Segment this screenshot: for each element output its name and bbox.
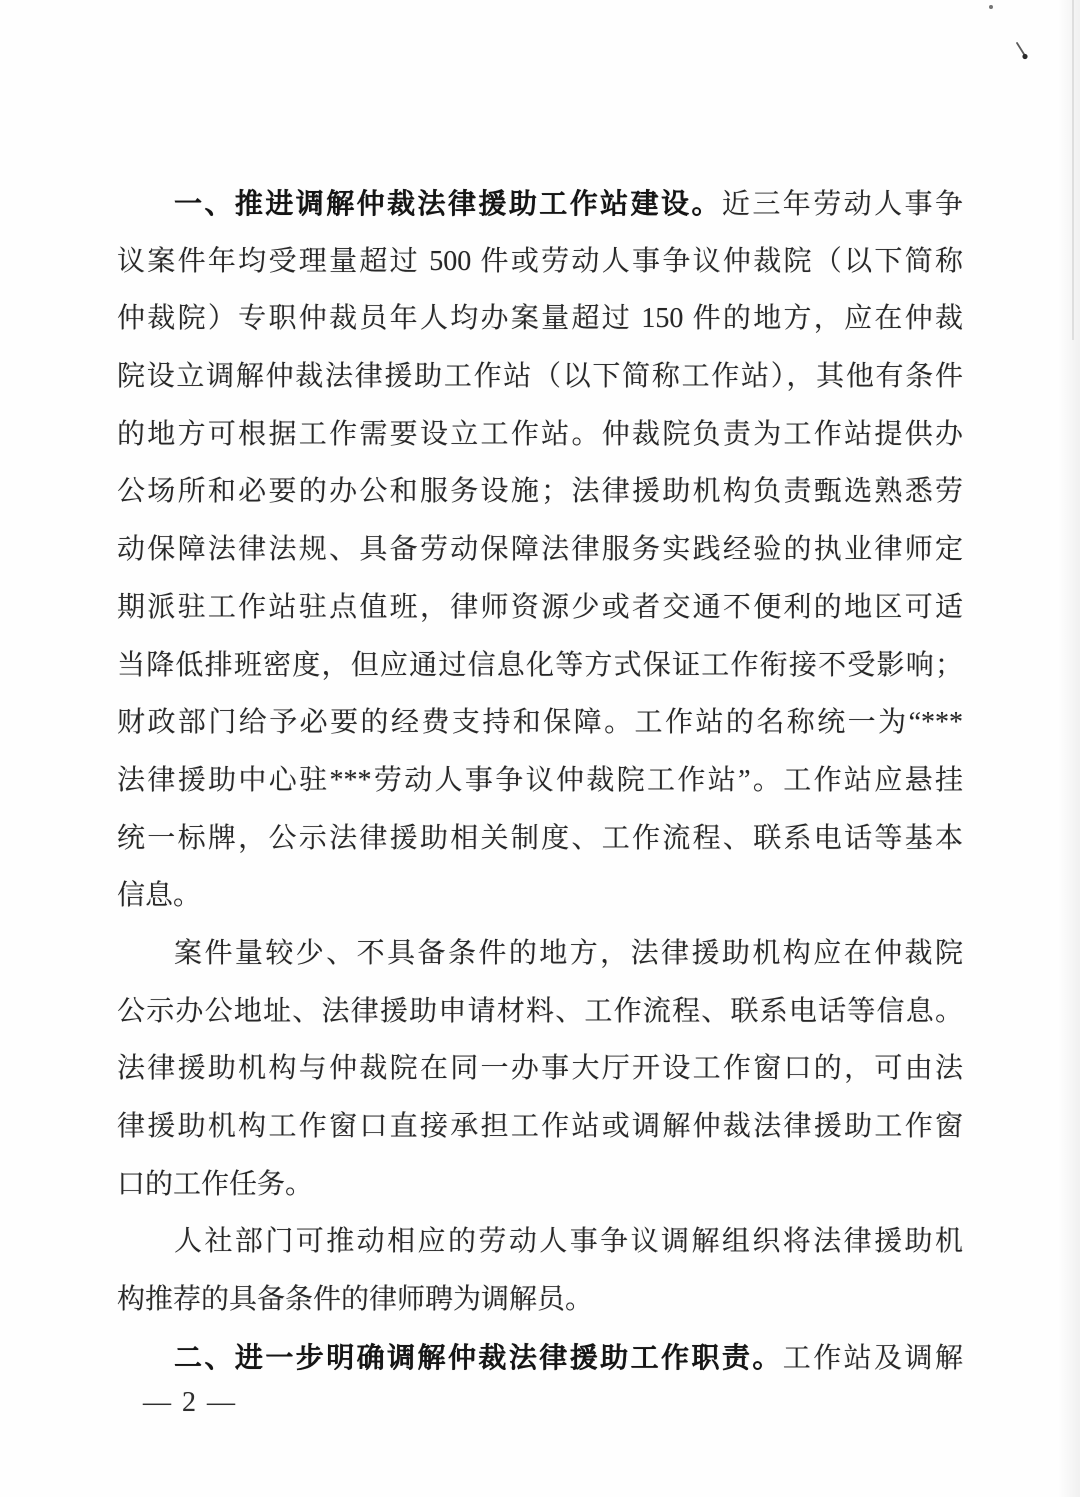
text-segment: 公场所和必要的办公和服务设施；法律援助机构负责甄选熟悉劳 — [117, 476, 963, 508]
text-segment: 当降低排班密度，但应通过信息化等方式保证工作衔接不受影响； — [117, 649, 963, 681]
text-line — [117, 233, 963, 291]
text-line — [117, 752, 963, 810]
heading-segment: 一、推进调解仲裁法律援助工作站建设。 — [174, 188, 722, 219]
scan-speck — [989, 5, 993, 9]
scan-edge-line — [1072, 0, 1074, 340]
text-segment: 信息。 — [117, 880, 202, 912]
text-line — [117, 1329, 963, 1387]
document-body — [117, 175, 963, 1386]
text-segment: 法律援助中心驻***劳动人事争议仲裁院工作站”。工作站应悬挂 — [117, 764, 963, 796]
text-line — [117, 348, 963, 406]
text-segment: 法律援助机构与仲裁院在同一办事大厅开设工作窗口的，可由法 — [117, 1053, 963, 1085]
text-segment: 案件量较少、不具备条件的地方，法律援助机构应在仲裁院 — [174, 937, 963, 969]
text-line — [117, 1213, 963, 1271]
text-segment: 构推荐的具备条件的律师聘为调解员。 — [117, 1284, 594, 1316]
text-line — [117, 175, 963, 233]
text-line — [117, 1271, 963, 1329]
text-line — [117, 694, 963, 752]
text-segment: 统一标牌，公示法律援助相关制度、工作流程、联系电话等基本 — [117, 822, 963, 854]
text-line — [117, 867, 963, 925]
text-segment: 律援助机构工作窗口直接承担工作站或调解仲裁法律援助工作窗 — [117, 1111, 963, 1142]
text-line — [117, 983, 963, 1041]
text-line — [117, 406, 963, 464]
text-line — [117, 810, 963, 868]
text-segment: 院设立调解仲裁法律援助工作站（以下简称工作站），其他有条件 — [117, 361, 963, 393]
text-line — [117, 579, 963, 637]
text-segment: 近三年劳动人事争 — [721, 189, 963, 220]
text-line — [117, 521, 963, 579]
text-line — [117, 637, 963, 695]
text-line — [117, 1156, 963, 1214]
scan-edge-shadow — [1058, 0, 1080, 1497]
text-segment: 人社部门可推动相应的劳动人事争议调解组织将法律援助机 — [174, 1226, 963, 1258]
text-line — [117, 463, 963, 521]
text-segment: 财政部门给予必要的经费支持和保障。工作站的名称统一为“*** — [117, 707, 963, 739]
text-line — [117, 1098, 963, 1156]
text-segment: 公示办公地址、法律援助申请材料、工作流程、联系电话等信息。 — [117, 995, 963, 1027]
text-line — [117, 925, 963, 983]
text-line — [117, 290, 963, 348]
text-segment: 仲裁院）专职仲裁员年人均办案量超过 150 件的地方，应在仲裁 — [117, 303, 963, 335]
text-segment: 期派驻工作站驻点值班，律师资源少或者交通不便利的地区可适 — [117, 591, 963, 623]
text-segment: 动保障法律法规、具备劳动保障法律服务实践经验的执业律师定 — [117, 534, 963, 566]
heading-segment: 二、进一步明确调解仲裁法律援助工作职责。 — [174, 1341, 783, 1373]
text-segment: 议案件年均受理量超过 500 件或劳动人事争议仲裁院（以下简称 — [117, 245, 963, 277]
text-line — [117, 1040, 963, 1098]
text-segment: 口的工作任务。 — [117, 1168, 314, 1200]
text-segment: 工作站及调解 — [782, 1342, 963, 1374]
text-segment: 的地方可根据工作需要设立工作站。仲裁院负责为工作站提供办 — [117, 418, 963, 450]
pen-mark — [1012, 40, 1034, 66]
page-number: — 2 — — [143, 1387, 237, 1418]
